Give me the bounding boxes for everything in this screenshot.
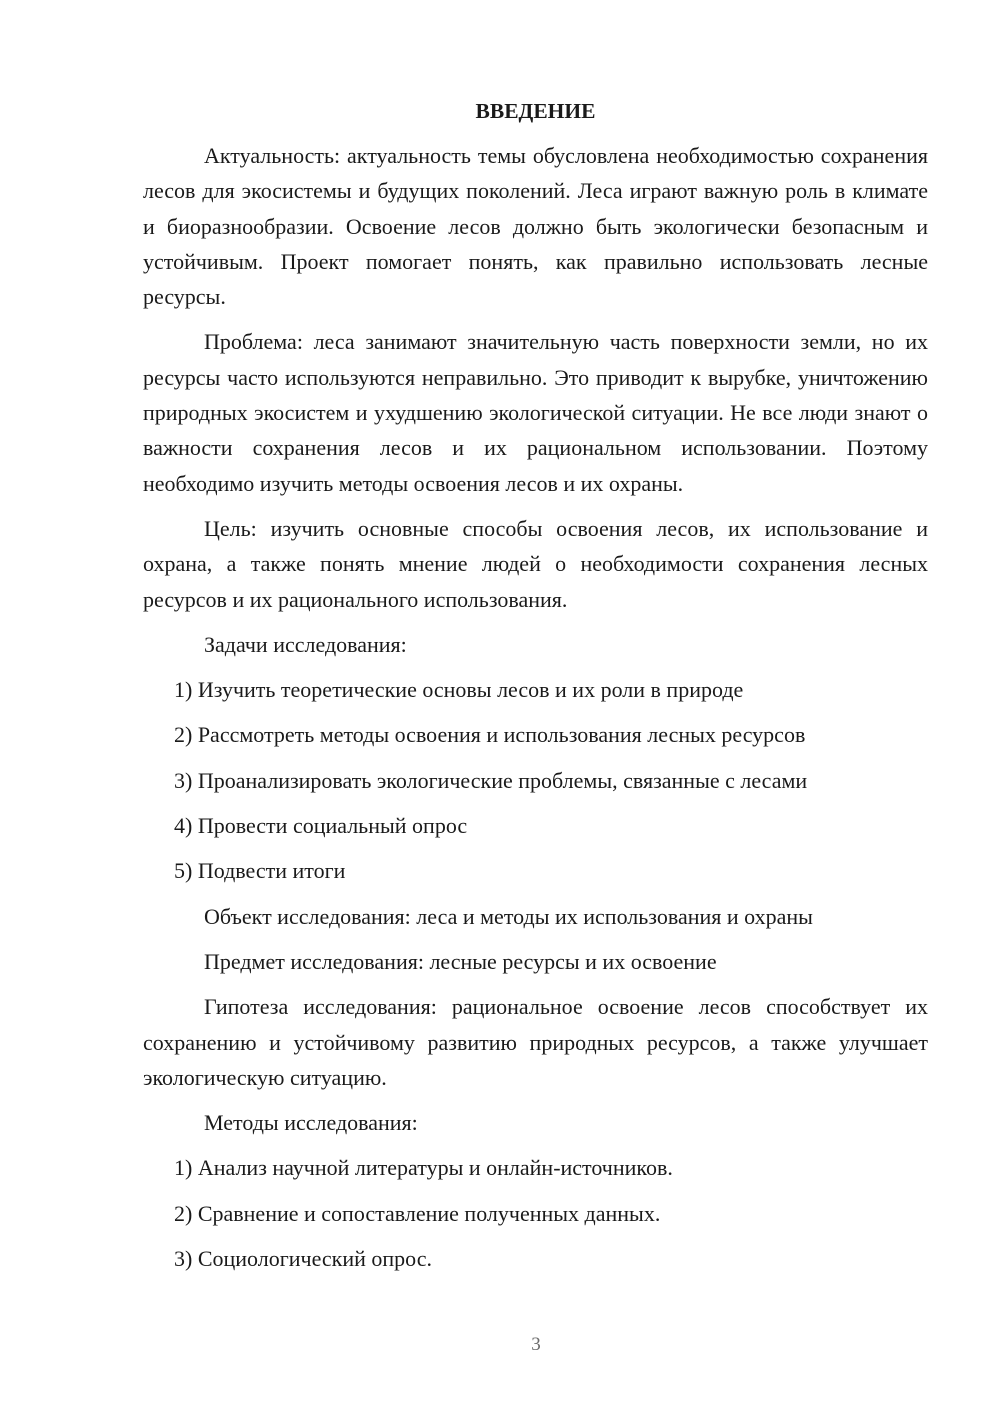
relevance-paragraph: Актуальность: актуальность темы обусловлена необходимостью сохранения лесов для экосистемы и будущих поколений. Леса играют важную роль в климате и биоразнообразии. Освоение лесов должно быть экологически безопасным и устойчивым. Проект помогает понять, как правильно использовать лесные ресурсы. xyxy=(143,143,928,310)
research-object: Объект исследования: леса и методы их использования и охраны xyxy=(204,903,813,929)
method-item: 2) Сравнение и сопоставление полученных данных. xyxy=(174,1200,661,1226)
method-item: 1) Анализ научной литературы и онлайн-источников. xyxy=(174,1155,673,1181)
problem-paragraph: Проблема: леса занимают значительную часть поверхности земли, но их ресурсы часто используются неправильно. Это приводит к вырубке, уничтожению природных экосистем и ухудшению экологической ситуации. Не все люди знают о важности сохранения лесов и их рациональном использовании. Поэтому необходимо изучить методы освоения лесов и их охраны. xyxy=(143,329,928,496)
task-item: 1) Изучить теоретические основы лесов и их роли в природе xyxy=(174,677,744,703)
section-heading: ВВЕДЕНИЕ xyxy=(475,99,596,123)
hypothesis-paragraph: Гипотеза исследования: рациональное освоение лесов способствует их сохранению и устойчивому развитию природных ресурсов, а также улучшает экологическую ситуацию. xyxy=(143,994,928,1090)
tasks-label: Задачи исследования: xyxy=(204,631,407,657)
research-subject: Предмет исследования: лесные ресурсы и их освоение xyxy=(204,948,717,974)
page-number: 3 xyxy=(531,1334,541,1355)
document-body xyxy=(143,96,928,1286)
task-item: 4) Провести социальный опрос xyxy=(174,813,468,839)
task-item: 2) Рассмотреть методы освоения и использования лесных ресурсов xyxy=(174,722,806,748)
methods-label: Методы исследования: xyxy=(204,1110,418,1136)
method-item: 3) Социологический опрос. xyxy=(174,1246,432,1272)
task-item: 5) Подвести итоги xyxy=(174,858,346,884)
goal-paragraph: Цель: изучить основные способы освоения лесов, их использование и охрана, а также понять мнение людей о необходимости сохранения лесных ресурсов и их рационального использования. xyxy=(143,515,928,612)
task-item: 3) Проанализировать экологические проблемы, связанные с лесами xyxy=(174,767,808,793)
